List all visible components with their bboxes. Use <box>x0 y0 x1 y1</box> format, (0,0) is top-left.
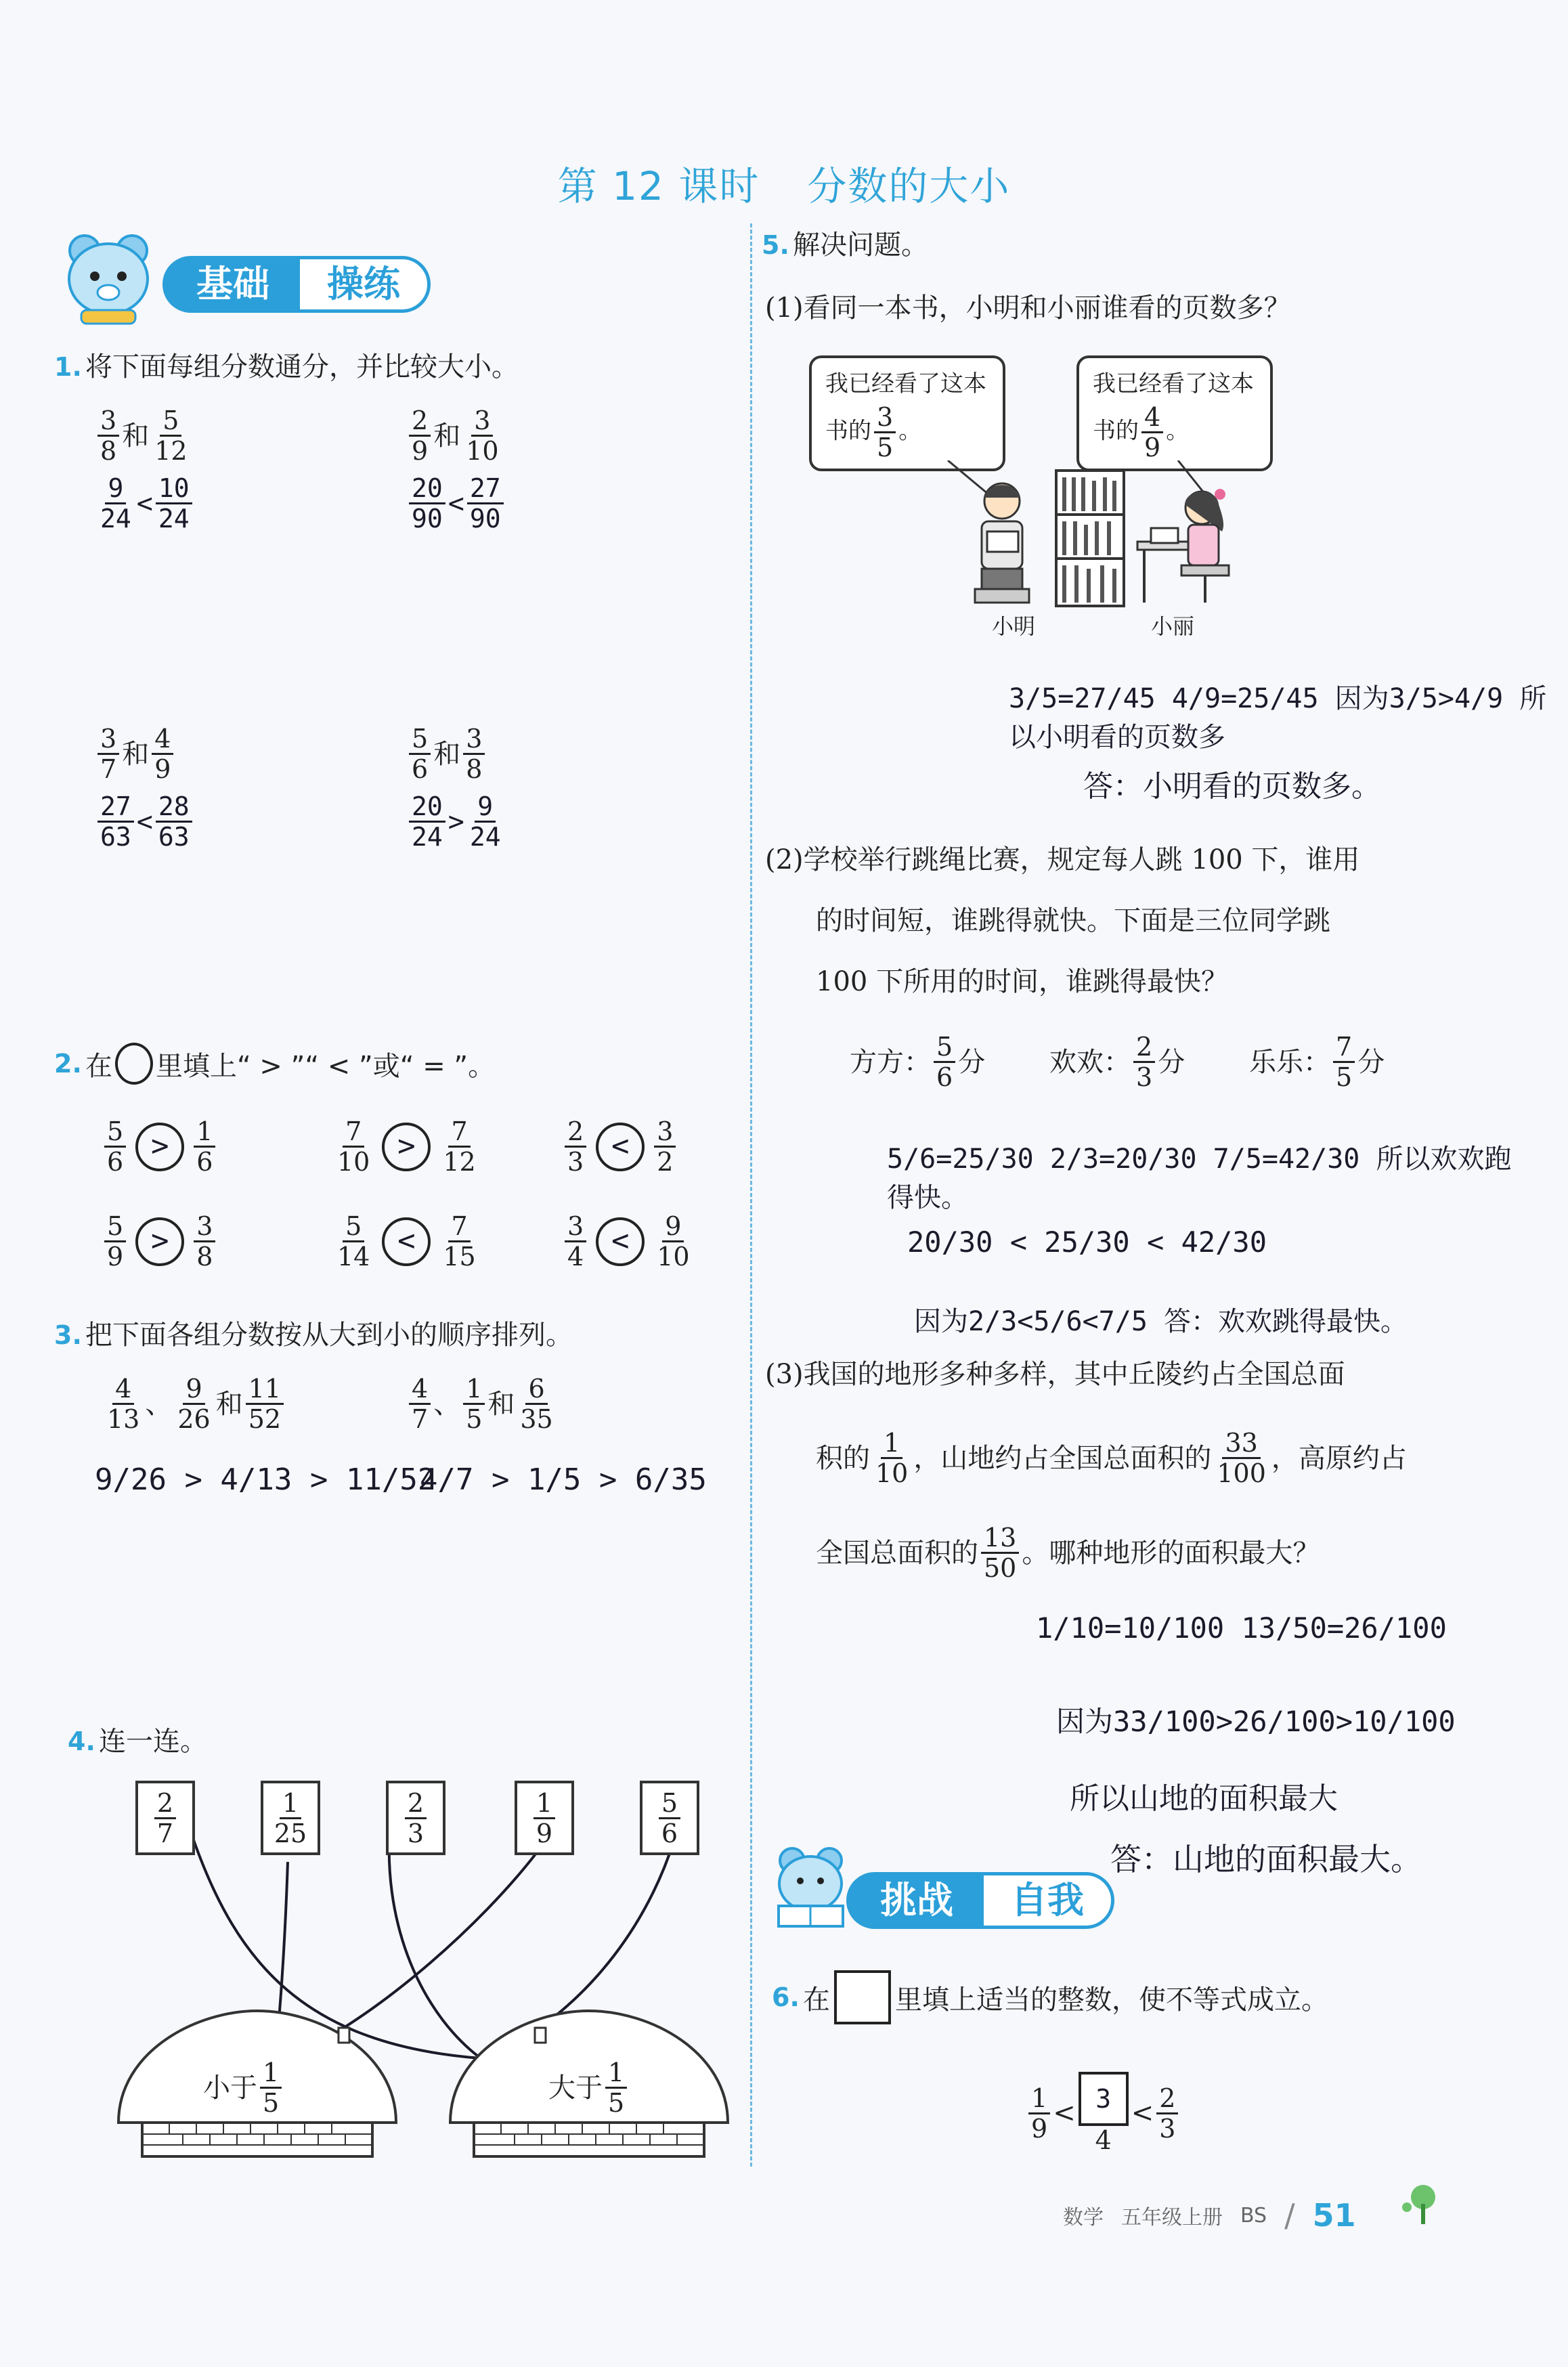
q3-group-1: $\frac{4}{13}$ 、 $\frac{9}{26}$ 和 $\frac{11}{52}$ <box>102 1374 286 1433</box>
q2-item-6: $\frac{3}{4}$ < $\frac{9}{10}$ <box>562 1212 695 1271</box>
answer-circle[interactable]: < <box>596 1123 645 1171</box>
q1-answer-2: $\frac{20}{90}$ < $\frac{27}{90}$ <box>406 474 506 533</box>
q4-card-1-9[interactable]: $\frac{1}{9}$ <box>515 1781 574 1855</box>
q4-card-2-3[interactable]: $\frac{2}{3}$ <box>386 1781 445 1855</box>
q1-pair-2: $\frac{2}{9}$ 和 $\frac{3}{10}$ <box>406 406 504 465</box>
hut-label-greater: 大于 $\frac{1}{5}$ <box>548 2058 630 2117</box>
q5-p2-answer: 因为2/3<5/6<7/5 答：欢欢跳得最快。 <box>914 1306 1408 1337</box>
q1-heading: 1. 将下面每组分数通分，并比较大小。 <box>54 351 519 383</box>
q5-p3-work-1: 1/10=10/100 13/50=26/100 <box>1036 1611 1447 1645</box>
bear-mascot-icon <box>54 230 156 325</box>
q4-card-2-7[interactable]: $\frac{2}{7}$ <box>135 1781 195 1855</box>
q5-p3-line1: (3)我国的地形多种多样，其中丘陵约占全国总面 <box>765 1359 1345 1390</box>
q1-pair-1: $\frac{3}{8}$ 和 $\frac{5}{12}$ <box>95 406 193 465</box>
q5-p3-line3: 全国总面积的 $\frac{13}{50}$ 。哪种地形的面积最大？ <box>816 1523 1320 1583</box>
q5-p2-lele: 乐乐： $\frac{7}{5}$ 分 <box>1249 1032 1385 1092</box>
match-line-2-3 <box>389 1838 481 2058</box>
blank-circle <box>115 1043 153 1085</box>
speech-bubble-ming: 我已经看了这本书的 $\frac{3}{5}$ 。 <box>809 355 1005 471</box>
q5-p3-work-3: 所以山地的面积最大 <box>1070 1781 1338 1816</box>
answer-circle[interactable]: < <box>596 1217 645 1266</box>
q5-heading: 5. 解决问题。 <box>762 230 928 261</box>
q5-p2-work-1: 5/6=25/30 2/3=20/30 7/5=42/30 所以欢欢跑得快。 <box>887 1144 1512 1213</box>
page-number: 51 <box>1312 2197 1356 2234</box>
q2-item-5: $\frac{5}{14}$ < $\frac{7}{15}$ <box>337 1211 476 1272</box>
q3-group-2: $\frac{4}{7}$ 、 $\frac{1}{5}$ 和 $\frac{6}{35}$ <box>406 1374 559 1433</box>
q5-p1-answer: 答：小明看的页数多。 <box>1083 769 1381 804</box>
q5-p2-line3: 100 下所用的时间，谁跳得最快？ <box>816 966 1229 997</box>
bear-reading-icon <box>765 1842 853 1930</box>
q2-heading: 2. 在 里填上“ > ”“ < ”或“ = ”。 <box>54 1043 495 1085</box>
q3-answer-2: 4/7 > 1/5 > 6/35 <box>420 1462 707 1497</box>
q1-pair-3: $\frac{3}{7}$ 和 $\frac{4}{9}$ <box>95 724 176 783</box>
q6-answer[interactable]: 3 <box>1095 2084 1112 2114</box>
answer-circle[interactable]: > <box>135 1217 184 1266</box>
q6-inequality: $\frac{1}{9}$ < $\frac{3}{4}$ < $\frac{2}{3}$ <box>1026 2072 1181 2154</box>
section-ribbon-basic: 基础 操练 <box>162 256 431 313</box>
q2-item-1: $\frac{5}{6}$ > $\frac{1}{6}$ <box>102 1117 218 1176</box>
answer-circle[interactable]: > <box>382 1123 431 1171</box>
page-footer: 数学 五年级上册 BS / 51 <box>1063 2197 1356 2234</box>
q5-p2-work-2: 20/30 < 25/30 < 42/30 <box>907 1225 1267 1259</box>
q5-p2-huanhuan: 欢欢： $\frac{2}{3}$ 分 <box>1049 1032 1185 1092</box>
blank-box <box>834 1970 891 2024</box>
column-divider <box>750 223 752 2167</box>
q5-p3-work-2: 因为33/100>26/100>10/100 <box>1056 1705 1456 1738</box>
q5-p1-question: (1)看同一本书，小明和小丽谁看的页数多？ <box>765 292 1291 324</box>
name-li: 小丽 <box>1151 613 1195 639</box>
q5-p2-line2: 的时间短，谁跳得就快。下面是三位同学跳 <box>816 905 1330 936</box>
q1-answer-4: $\frac{20}{24}$ > $\frac{9}{24}$ <box>406 792 506 851</box>
page-title: 第 12 课时 分数的大小 <box>557 163 1011 209</box>
q4-card-5-6[interactable]: $\frac{5}{6}$ <box>640 1781 699 1855</box>
q4-heading: 4. 连一连。 <box>68 1726 207 1757</box>
q1-answer-3: $\frac{27}{63}$ < $\frac{28}{63}$ <box>95 792 195 851</box>
q5-p2-line1: (2)学校举行跳绳比赛，规定每人跳 100 下，谁用 <box>765 844 1360 875</box>
q1-answer-1: $\frac{9}{24}$ < $\frac{10}{24}$ <box>95 474 195 533</box>
section-ribbon-challenge: 挑战 自我 <box>846 1872 1114 1929</box>
tree-icon <box>1395 2180 1442 2228</box>
q5-p3-line2: 积的 $\frac{1}{10}$ ，山地约占全国总面积的 $\frac{33}{100}$ ，高原约占 <box>816 1428 1407 1488</box>
answer-circle[interactable]: < <box>382 1217 431 1266</box>
name-ming: 小明 <box>992 613 1036 639</box>
q4-card-1-25[interactable]: $\frac{1}{25}$ <box>261 1781 320 1855</box>
q2-item-3: $\frac{2}{3}$ < $\frac{3}{2}$ <box>562 1117 678 1176</box>
q3-heading: 3. 把下面各组分数按从大到小的顺序排列。 <box>54 1320 573 1351</box>
reading-scene-illustration <box>934 460 1259 616</box>
q1-pair-4: $\frac{5}{6}$ 和 $\frac{3}{8}$ <box>406 724 487 783</box>
answer-circle[interactable]: > <box>135 1123 184 1171</box>
q2-item-2: $\frac{7}{10}$ > $\frac{7}{12}$ <box>337 1116 476 1177</box>
q5-p3-answer: 答：山地的面积最大。 <box>1110 1841 1422 1877</box>
q3-answer-1: 9/26 > 4/13 > 11/52 <box>95 1462 436 1497</box>
speech-bubble-li: 我已经看了这本书的 $\frac{4}{9}$ 。 <box>1076 355 1273 471</box>
q2-item-4: $\frac{5}{9}$ > $\frac{3}{8}$ <box>102 1212 218 1271</box>
hut-label-less: 小于 $\frac{1}{5}$ <box>203 2058 284 2117</box>
q5-p2-fangfang: 方方： $\frac{5}{6}$ 分 <box>850 1032 986 1092</box>
q5-p1-work: 3/5=27/45 4/9=25/45 因为3/5>4/9 所以小明看的页数多 <box>1009 683 1547 753</box>
q6-heading: 6. 在 里填上适当的整数，使不等式成立。 <box>772 1970 1328 2024</box>
